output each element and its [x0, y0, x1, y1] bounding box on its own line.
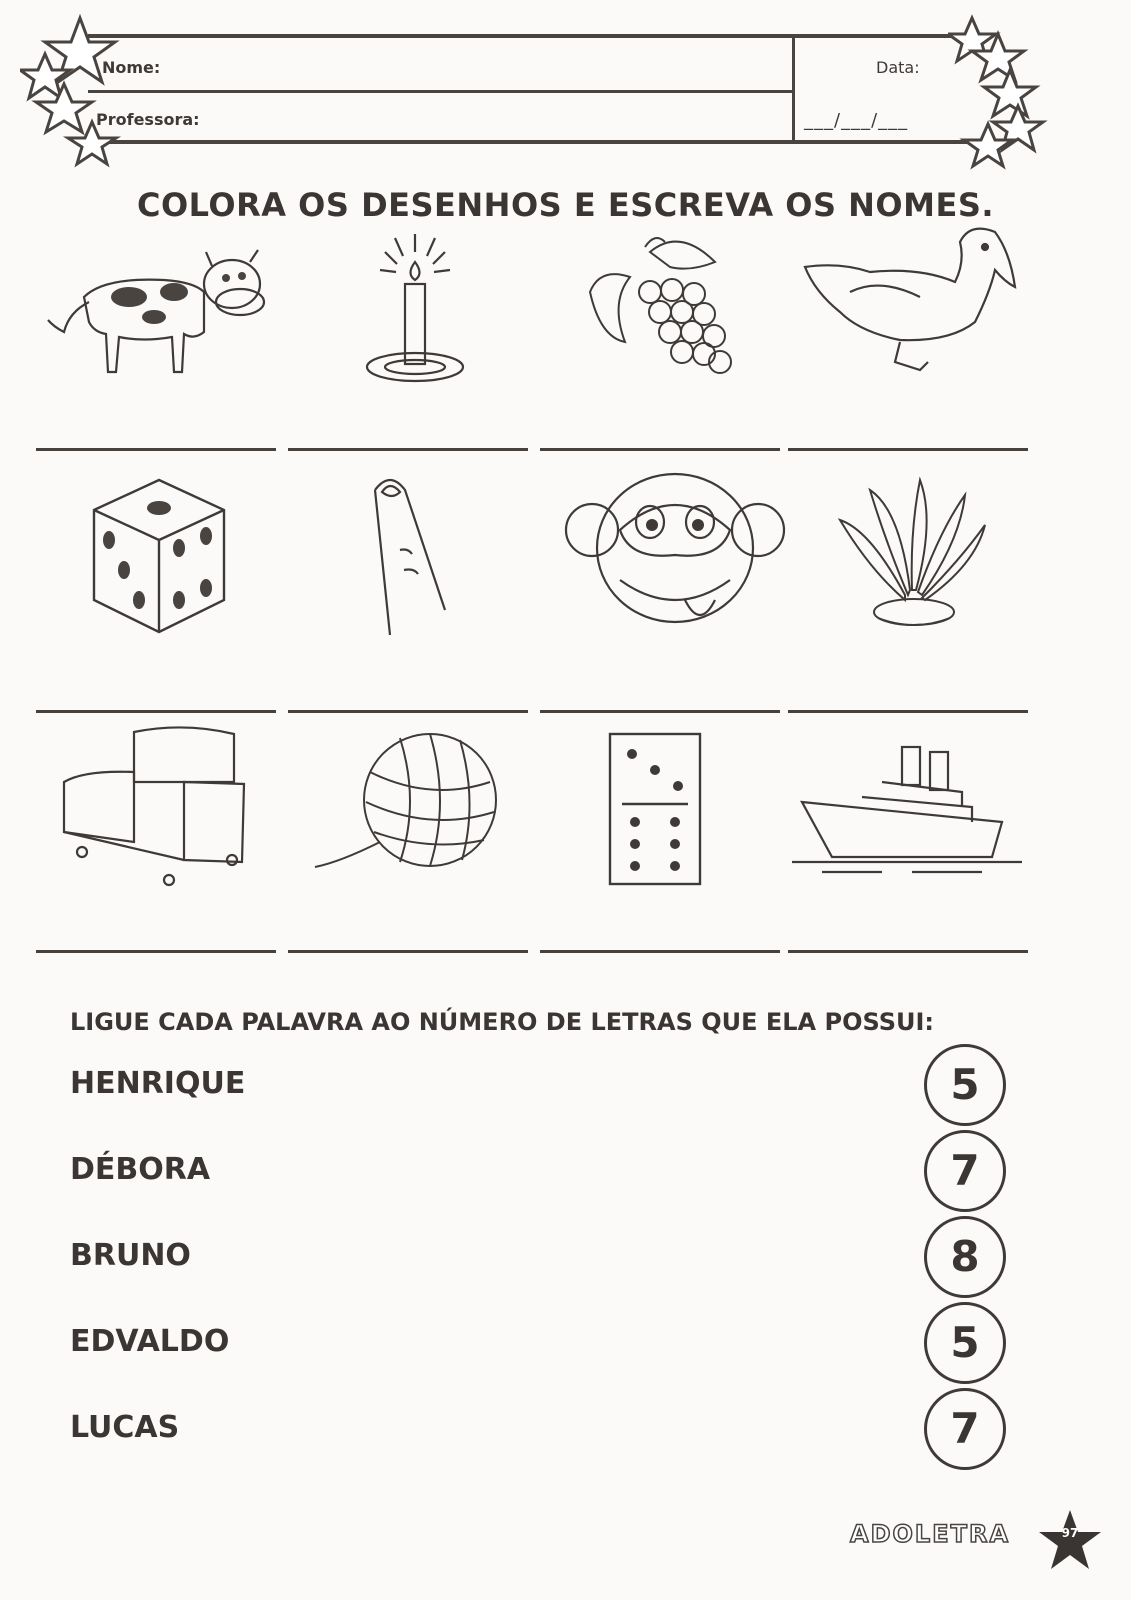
answer-line[interactable]	[540, 710, 780, 713]
match-number-circle[interactable]: 5	[924, 1044, 1006, 1126]
armchair-icon	[44, 722, 274, 892]
picture-cow	[44, 222, 274, 392]
match-word[interactable]: DÉBORA	[70, 1152, 211, 1187]
picture-die	[44, 470, 274, 640]
answer-line[interactable]	[788, 950, 1028, 953]
die-icon	[44, 470, 274, 640]
picture-monkey	[560, 470, 790, 640]
answer-line[interactable]	[540, 448, 780, 451]
candle-icon	[300, 222, 530, 392]
finger-icon	[300, 470, 530, 640]
picture-palm	[810, 470, 1040, 640]
star-cluster-right-icon	[948, 14, 1048, 174]
domino-icon	[560, 722, 790, 892]
answer-line[interactable]	[36, 710, 276, 713]
match-number-circle[interactable]: 7	[924, 1388, 1006, 1470]
date-label: Data:	[876, 58, 920, 77]
match-number-circle[interactable]: 7	[924, 1130, 1006, 1212]
picture-ship	[792, 722, 1022, 892]
name-label: Nome:	[102, 58, 161, 77]
palm-icon	[810, 470, 1040, 640]
page-star-icon	[1038, 1508, 1102, 1572]
date-slots: ___/___/___	[804, 110, 909, 131]
match-word[interactable]: BRUNO	[70, 1238, 191, 1273]
yarn-ball-icon	[300, 722, 530, 892]
answer-line[interactable]	[540, 950, 780, 953]
cow-icon	[44, 222, 274, 392]
answer-line[interactable]	[288, 710, 528, 713]
match-number-circle[interactable]: 5	[924, 1302, 1006, 1384]
answer-line[interactable]	[288, 950, 528, 953]
picture-grapes	[570, 222, 800, 392]
picture-yarn-ball	[300, 722, 530, 892]
answer-line[interactable]	[788, 448, 1028, 451]
page-title: COLORA OS DESENHOS E ESCREVA OS NOMES.	[136, 186, 995, 224]
picture-domino	[560, 722, 790, 892]
matching-instruction: LIGUE CADA PALAVRA AO NÚMERO DE LETRAS QUE ELA POSSUI:	[70, 1008, 934, 1036]
answer-line[interactable]	[288, 448, 528, 451]
answer-line[interactable]	[788, 710, 1028, 713]
match-number-circle[interactable]: 8	[924, 1216, 1006, 1298]
picture-candle	[300, 222, 530, 392]
page-number: 97	[1061, 1526, 1079, 1540]
brand-logo: ADOLETRA	[850, 1520, 1011, 1548]
answer-line[interactable]	[36, 448, 276, 451]
star-cluster-left-icon	[20, 14, 130, 174]
match-word[interactable]: LUCAS	[70, 1410, 180, 1445]
ship-icon	[792, 722, 1022, 892]
picture-duck	[800, 222, 1030, 392]
match-word[interactable]: EDVALDO	[70, 1324, 230, 1359]
duck-icon	[800, 222, 1030, 392]
teacher-label: Professora:	[96, 110, 200, 129]
picture-armchair	[44, 722, 274, 892]
monkey-icon	[560, 470, 790, 640]
picture-finger	[300, 470, 530, 640]
match-word[interactable]: HENRIQUE	[70, 1066, 246, 1101]
grapes-icon	[570, 222, 800, 392]
header-date-separator	[792, 38, 795, 140]
header-form	[88, 34, 980, 144]
answer-line[interactable]	[36, 950, 276, 953]
header-divider	[88, 90, 792, 93]
